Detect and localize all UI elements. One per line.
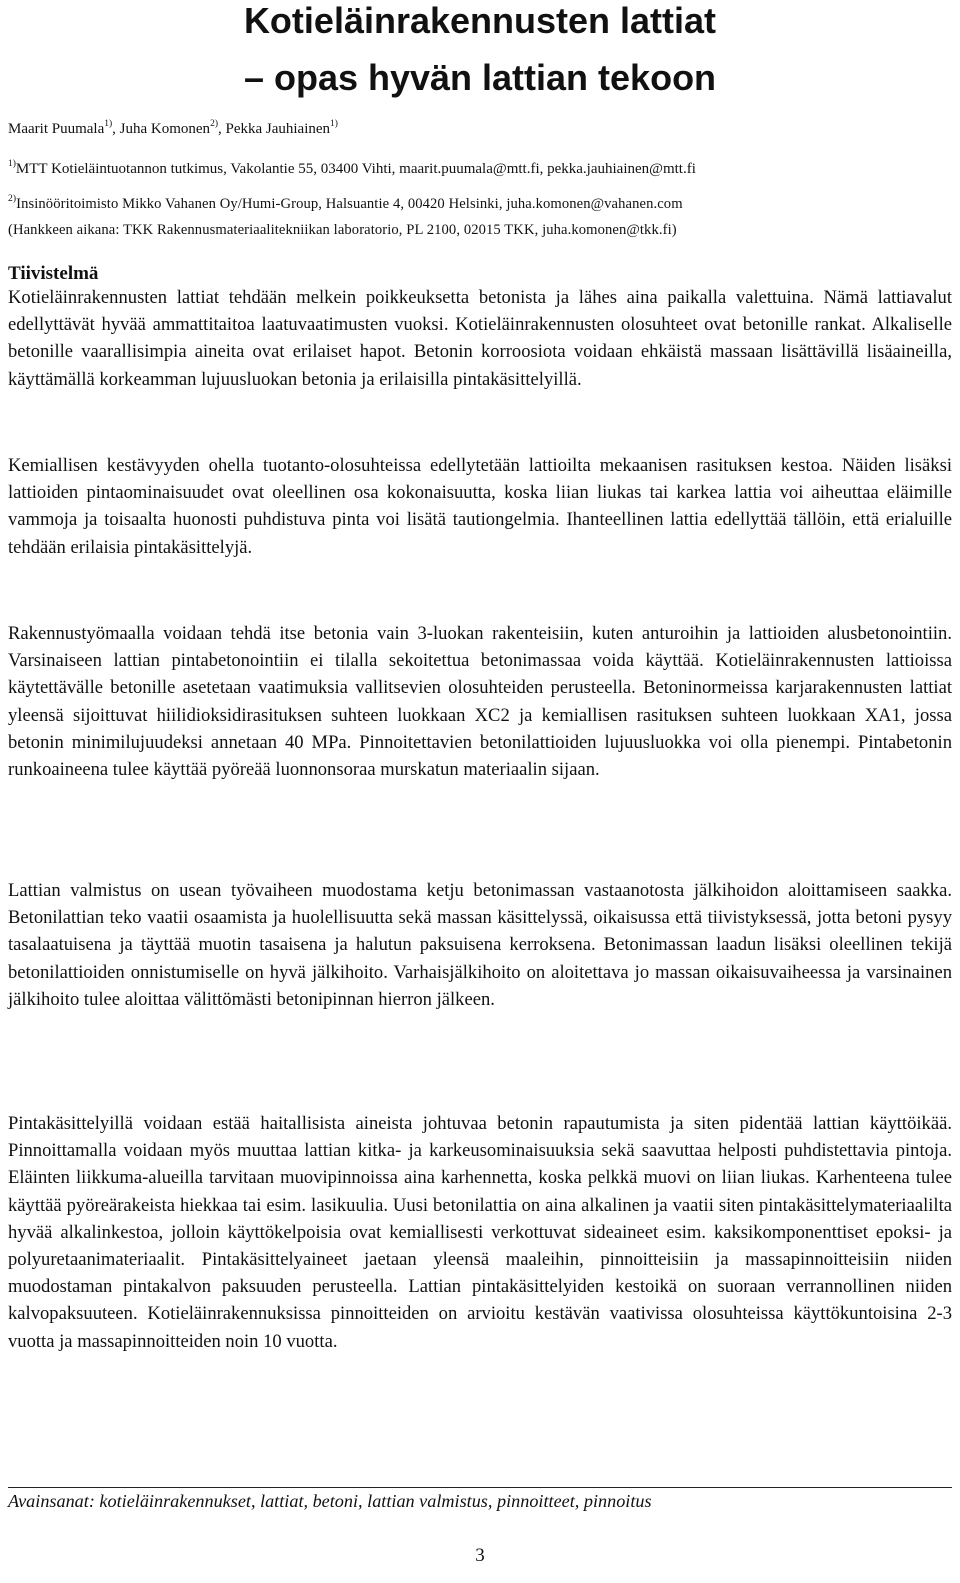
author-1: Maarit Puumala [8, 121, 105, 137]
title-line-2: – opas hyvän lattian tekoon [243, 57, 717, 98]
affiliation-2 [8, 193, 952, 215]
abstract-paragraph-3: Rakennustyömaalla voidaan tehdä itse betonia vain 3-luokan rakenteisiin, kuten anturoihin ja lattioiden alusbetonointiin. Varsinaiseen lattian pintabetonointiin ei tilalla sekoitettua betonimassaa voida käyttää. Kotieläinrakennusten lattioissa käytettävälle betonille asetetaan vaatimuksia vallitsevien olosuhteiden perusteella. Betoninormeissa karjarakennusten lattiat yleensä sijoittuvat hiilidioksidirasituksen suhteen luokkaan XC2 ja kemiallisen rasituksen suhteen luokkaan XA1, jossa betonin minimilujuudeksi annetaan 40 MPa. Pinnoitettavien betonilattioiden lujuusluokka voi olla pienempi. Pintabetonin runkoaineena tulee käyttää pyöreää luonnonsoraa murskatun materiaalin sijaan. [8, 623, 952, 781]
abstract-paragraph-1: Kotieläinrakennusten lattiat tehdään melkein poikkeuksetta betonista ja lähes aina paikalla valettuina. Nämä lattiavalut edellyttävät hyvää ammattitaitoa laatuvaatimusten vuoksi. Kotieläinrakennusten olosuhteet ovat betonille rankat. Alkaliselle betonille vaarallisimpia aineita ovat erilaiset hapot. Betonin korroosiota voidaan ehkäistä massaan lisättävillä lisäaineilla, käyttämällä korkeamman lujuusluokan betonia ja erilaisilla pintakäsittelyillä. [8, 287, 952, 390]
abstract-paragraph-2: Kemiallisen kestävyyden ohella tuotanto-olosuhteissa edellytetään lattioilta mekaanisen rasituksen kestoa. Näiden lisäksi lattioiden pintaominaisuudet ovat oleellinen osa kokonaisuutta, koska liian liukas tai karkea lattia voi aiheuttaa eläimille vammoja ja toisaalta huonosti puhdistuva pinta voi lisätä tautiongelmia. Ihanteellinen lattia edellyttää tällöin, että erialuille tehdään erilaisia pintakäsittelyjä. [8, 455, 952, 558]
affiliation-2-text: Insinööritoimisto Mikko Vahanen Oy/Humi-Group, Halsuantie 4, 00420 Helsinki, juha.komonen@vahanen.com [16, 196, 683, 212]
author-2: , Juha Komonen [112, 121, 211, 137]
authors [8, 118, 952, 140]
affiliation-1 [8, 158, 952, 180]
affiliation-1-marker: 1) [8, 159, 16, 169]
abstract-heading: Tiivistelmä [8, 263, 99, 284]
author-2-marker: 2) [210, 119, 218, 129]
affiliation-1-text: MTT Kotieläintuotannon tutkimus, Vakolantie 55, 03400 Vihti, maarit.puumala@mtt.fi, pekka.jauhiainen@mtt.fi [15, 161, 696, 177]
keywords: Avainsanat: kotieläinrakennukset, lattiat, betoni, lattian valmistus, pinnoitteet, pinnoitus [8, 1491, 652, 1511]
abstract-paragraph-5: Pintakäsittelyillä voidaan estää haitallisista aineista johtuvaa betonin rapautumista ja siten pidentää lattian käyttöikää. Pinnoittamalla voidaan myös muuttaa lattian kitka- ja karkeusominaisuuksia sekä saavuttaa helposti puhdistettavia pintoja. Eläinten liikkuma-alueilla tarvitaan muovipinnoissa aina karhennetta, koska pelkkä muovi on liian liukas. Karhenteena tulee käyttää pyöreärakeista hiekkaa tai esim. lasikuulia. Uusi betonilattia on aina alkalinen ja vaatii siten pintakäsittelymateriaalilta hyvää alkalinkestoa, jolloin käyttökelpoisia ovat kemiallisesti verkottuvat sideaineet esim. kaksikomponenttiset epoksi- ja polyuretaanimateriaalit. Pintakäsittelyaineet jaetaan yleensä maaleihin, pinnoitteisiin ja massapinnoitteisiin niiden muodostaman pintakalvon paksuuden perusteella. Lattian pintakäsittelyiden kestoikä on suoraan verrannollinen niiden kalvopaksuuteen. Kotieläinrakennuksissa pinnoitteiden on arvioitu kestävän vaativissa olosuhteissa käyttökuntoisina 2-3 vuotta ja massapinnoitteiden noin 10 vuotta. [8, 1113, 952, 1352]
affiliation-2-marker: 2) [8, 194, 17, 205]
page-number: 3 [475, 1545, 485, 1566]
author-3-marker: 1) [330, 119, 338, 129]
abstract-paragraph-4: Lattian valmistus on usean työvaiheen muodostama ketju betonimassan vastaanotosta jälkihoidon aloittamiseen saakka. Betonilattian teko vaatii osaamista ja huolellisuutta sekä massan käsittelyssä, oikaisussa että tiivistyksessä, jotta betoni pysyy tasalaatuisena ja täyttää muotin tasaisena ja halutun paksuisena kerroksena. Betonimassan laadun lisäksi oleellinen tekijä betonilattioiden onnistumiselle on hyvä jälkihoito. Varhaisjälkihoito on aloitettava jo massan oikaisuvaiheessa ja varsinainen jälkihoito tulee aloittaa välittömästi betonipinnan hierron jälkeen. [8, 880, 952, 1010]
author-3: , Pekka Jauhiainen [217, 121, 331, 137]
affiliation-2-continuation: (Hankkeen aikana: TKK Rakennusmateriaalitekniikan laboratorio, PL 2100, 02015 TKK, juha.komonen@tkk.fi) [8, 222, 677, 238]
title-line-1: Kotieläinrakennusten lattiat [243, 0, 717, 41]
author-1-marker: 1) [104, 119, 113, 129]
keywords-divider [8, 1487, 952, 1488]
